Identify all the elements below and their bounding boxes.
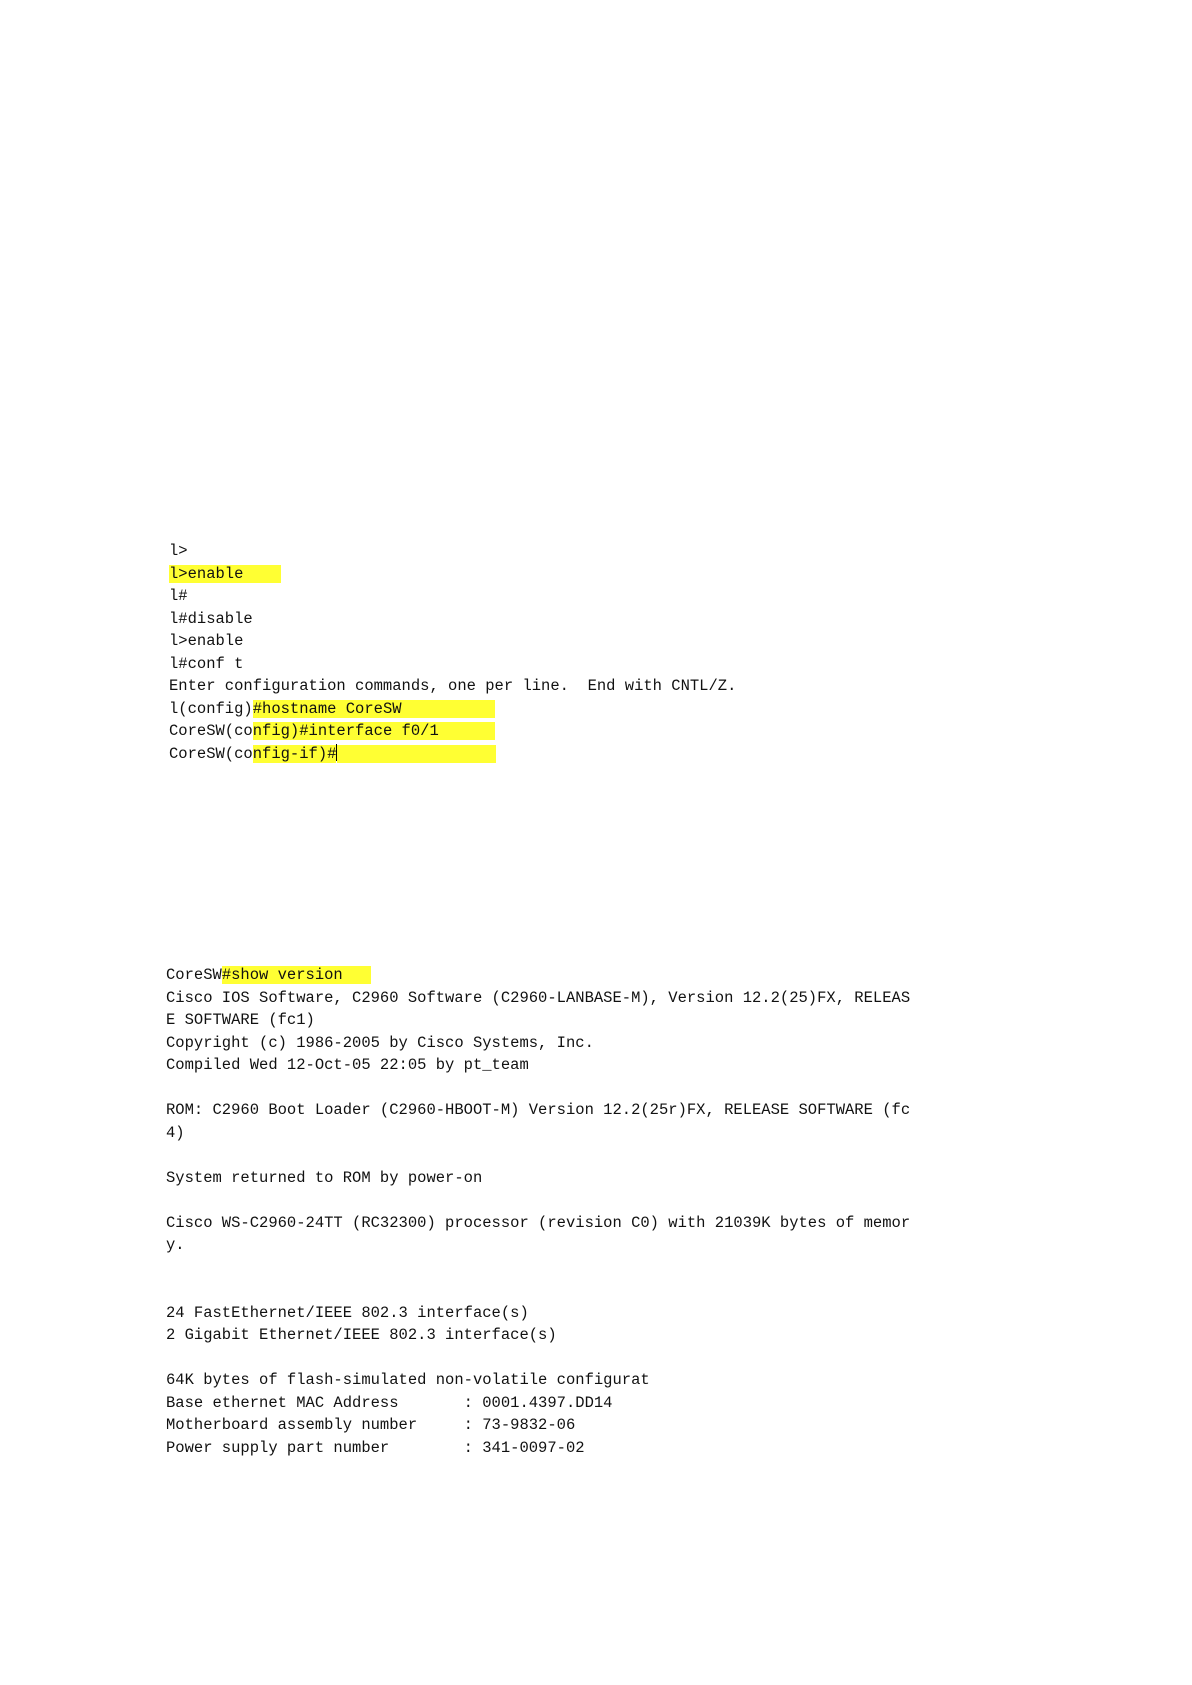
terminal-line: [169, 585, 736, 608]
terminal-line: [166, 1032, 910, 1055]
terminal-text: 64K bytes of flash-simulated non-volatile configurat: [166, 1371, 650, 1389]
terminal-text: Cisco IOS Software, C2960 Software (C2960-LANBASE-M), Version 12.2(25)FX, RELEAS: [166, 988, 911, 1007]
terminal-text: E SOFTWARE (fc1): [166, 1011, 315, 1029]
terminal-output-config: [169, 540, 736, 765]
terminal-text: CoreSW: [166, 966, 222, 984]
terminal-line: [169, 608, 736, 631]
terminal-text: 4): [166, 1123, 185, 1142]
terminal-line: [166, 1099, 910, 1122]
terminal-line: [169, 540, 736, 563]
terminal-text: y.: [166, 1236, 185, 1254]
highlighted-command: #show version: [221, 966, 371, 984]
terminal-text: l>enable: [169, 632, 244, 650]
terminal-text: 2 Gigabit Ethernet/IEEE 802.3 interface(s): [166, 1326, 557, 1344]
terminal-line: [166, 987, 910, 1010]
terminal-line: [166, 1324, 910, 1347]
terminal-line: [169, 675, 736, 698]
terminal-line: [169, 698, 736, 721]
terminal-text: 24 FastEthernet/IEEE 802.3 interface(s): [166, 1303, 529, 1322]
terminal-text: ROM: C2960 Boot Loader (C2960-HBOOT-M) Version 12.2(25r)FX, RELEASE SOFTWARE (fc: [166, 1101, 911, 1119]
terminal-text: Power supply part number : 341-0097-02: [166, 1438, 585, 1457]
terminal-text: l(config): [169, 699, 253, 718]
terminal-line: [166, 1122, 910, 1145]
terminal-output-show-version: [166, 964, 910, 1459]
highlighted-command: l>enable: [169, 564, 281, 583]
terminal-line: [166, 1302, 910, 1325]
terminal-text: Compiled Wed 12-Oct-05 22:05 by pt_team: [166, 1056, 529, 1074]
terminal-line: [166, 1347, 910, 1370]
terminal-text: Base ethernet MAC Address : 0001.4397.DD14: [166, 1393, 613, 1412]
terminal-line: [169, 743, 736, 766]
terminal-line: [166, 1077, 910, 1100]
terminal-text: Copyright (c) 1986-2005 by Cisco Systems, Inc.: [166, 1033, 594, 1052]
terminal-line: [166, 1189, 910, 1212]
terminal-text: CoreSW(co: [169, 722, 253, 740]
terminal-line: [166, 1414, 910, 1437]
terminal-text: Cisco WS-C2960-24TT (RC32300) processor (revision C0) with 21039K bytes of memor: [166, 1213, 911, 1232]
terminal-line: [166, 1257, 910, 1280]
highlighted-command: nfig-if)#: [252, 744, 337, 763]
terminal-line: [166, 1234, 910, 1257]
terminal-text: Enter configuration commands, one per line. End with CNTL/Z.: [169, 677, 737, 695]
terminal-line: [169, 563, 736, 586]
terminal-line: [169, 630, 736, 653]
terminal-line: [169, 720, 736, 743]
terminal-line: [166, 1369, 910, 1392]
terminal-line: [166, 1167, 910, 1190]
terminal-line: [166, 1212, 910, 1235]
terminal-line: [166, 1279, 910, 1302]
highlighted-command: #hostname CoreSW: [252, 699, 495, 718]
terminal-text: Motherboard assembly number : 73-9832-06: [166, 1416, 576, 1434]
terminal-line: [166, 1437, 910, 1460]
terminal-text: System returned to ROM by power-on: [166, 1168, 483, 1187]
terminal-line: [166, 1144, 910, 1167]
terminal-line: [166, 1009, 910, 1032]
terminal-text: l#: [169, 587, 188, 605]
terminal-line: [169, 653, 736, 676]
terminal-text: CoreSW(co: [169, 744, 253, 763]
terminal-line: [166, 964, 910, 987]
terminal-text: l#conf t: [169, 654, 244, 673]
terminal-line: [166, 1392, 910, 1415]
terminal-text: l>: [169, 542, 188, 560]
terminal-line: [166, 1054, 910, 1077]
terminal-text: l#disable: [169, 609, 253, 628]
highlighted-command: nfig)#interface f0/1: [252, 722, 495, 740]
highlighted-command: [337, 745, 495, 763]
